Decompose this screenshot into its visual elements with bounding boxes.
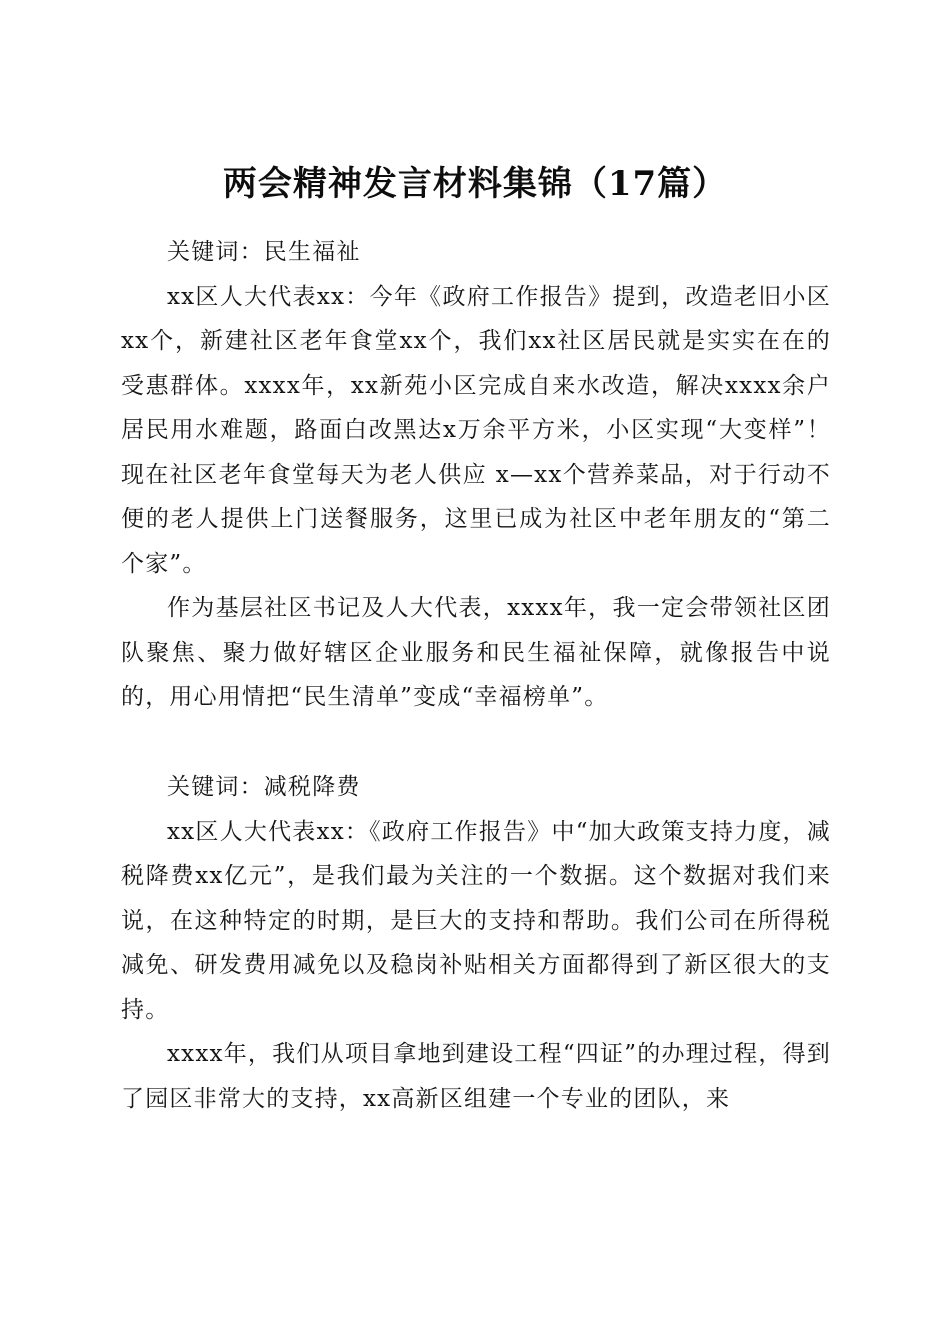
section-keyword: 关键词：民生福祉 [167,239,361,265]
paragraph: xxxx年，我们从项目拿地到建设工程“四证”的办理过程，得到了园区非常大的支持，xx高新区组建一个专业的团队，来 [121,1041,831,1112]
page-title: 两会精神发言材料集锦（17篇） [222,163,728,204]
section-keyword: 关键词：减税降费 [167,774,361,800]
paragraph: 作为基层社区书记及人大代表，xxxx年，我一定会带领社区团队聚焦、聚力做好辖区企业服务和民生福祉保障，就像报告中说的，用心用情把“民生清单”变成“幸福榜单”。 [121,595,831,710]
paragraph: xx区人大代表xx：《政府工作报告》中“加大政策支持力度，减税降费xx亿元”，是我们最为关注的一个数据。这个数据对我们来说，在这种特定的时期，是巨大的支持和帮助。我们公司在所得税减免、研发费用减免以及稳岗补贴相关方面都得到了新区很大的支持。 [121,818,831,1023]
paragraph: xx区人大代表xx：今年《政府工作报告》提到，改造老旧小区xx个，新建社区老年食堂xx个，我们xx社区居民就是实实在在的受惠群体。xxxx年，xx新苑小区完成自来水改造，解决xxxx余户居民用水难题，路面白改黑达x万余平方米，小区实现“大变样”！现在社区老年食堂每天为老人供应 x—xx个营养菜品，对于行动不便的老人提供上门送餐服务，这里已成为社区中老年朋友的“第二个家”。 [121,283,831,577]
section-people-livelihood [121,230,831,720]
section-tax-reduction [121,765,831,1121]
